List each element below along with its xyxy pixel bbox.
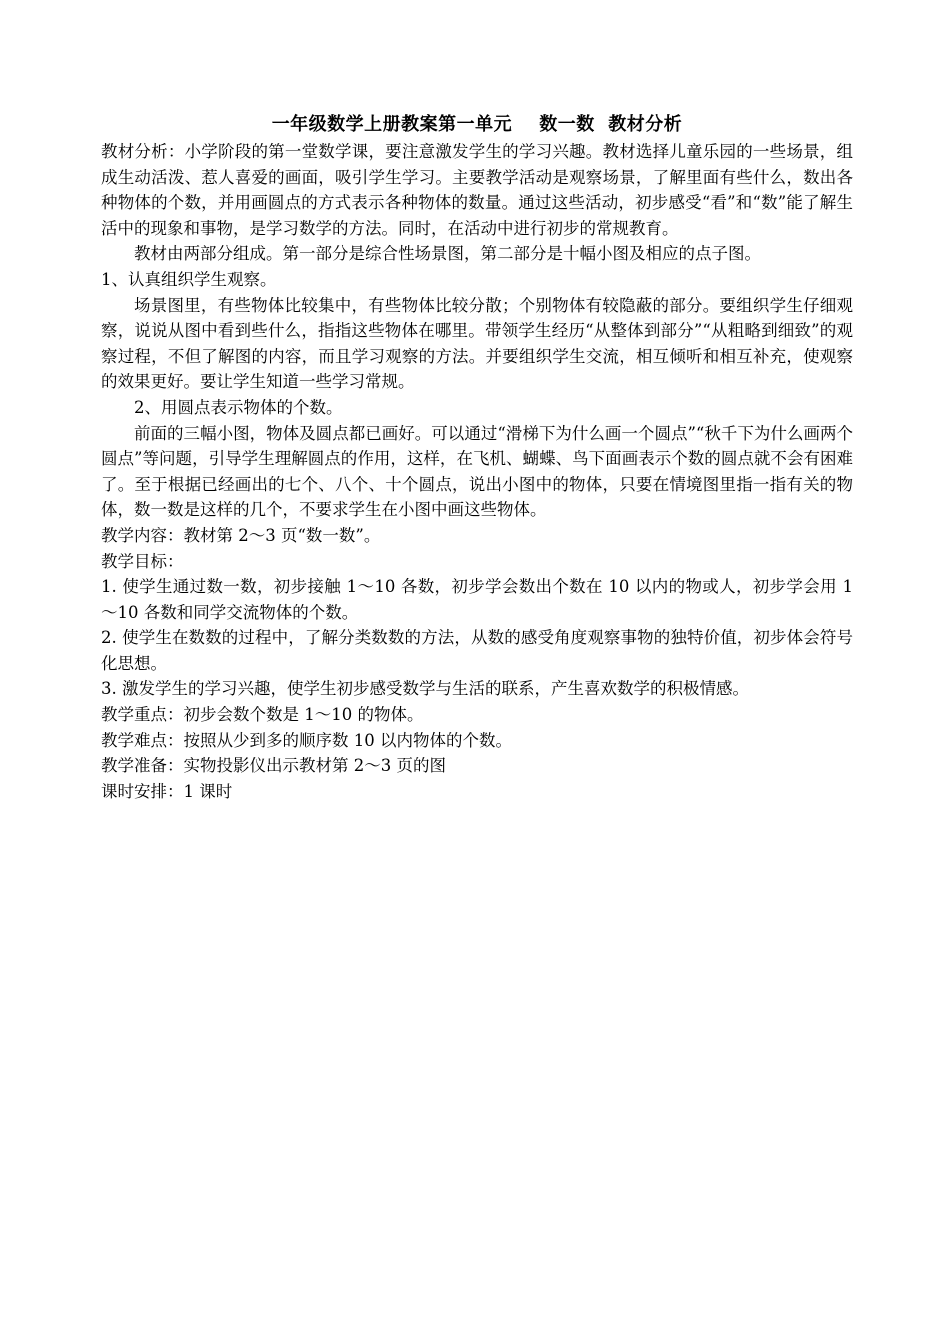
document-title: 一年级数学上册教案第一单元 数一数 教材分析: [271, 114, 683, 135]
section2-body: 前面的三幅小图，物体及圆点都已画好。可以通过“滑梯下为什么画一个圆点”“秋千下为什么画两个圆点”等问题，引导学生理解圆点的作用，这样，在飞机、蝴蝶、鸟下面画表示个数的圆点就不会有困难了。至于根据已经画出的七个、八个、十个圆点，说出小图中的物体，只要在情境图里指一指有关的物体，数一数是这样的几个，不要求学生在小图中画这些物体。: [101, 423, 853, 520]
teaching-goal-item: 2. 使学生在数数的过程中，了解分类数数的方法，从数的感受角度观察事物的独特价值，初步体会符号化思想。: [101, 628, 853, 673]
teaching-preparation: 教学准备：实物投影仪出示教材第 2～3 页的图: [101, 756, 446, 776]
document-body: [101, 111, 853, 804]
teaching-difficulty: 教学难点：按照从少到多的顺序数 10 以内物体的个数。: [101, 730, 512, 750]
composition-paragraph: 教材由两部分组成。第一部分是综合性场景图，第二部分是十幅小图及相应的点子图。: [134, 244, 761, 264]
analysis-paragraph: 教材分析：小学阶段的第一堂数学课，要注意激发学生的学习兴趣。教材选择儿童乐园的一些场景，组成生动活泼、惹人喜爱的画面，吸引学生学习。主要教学活动是观察场景，了解里面有些什么，数出各种物体的个数，并用画圆点的方式表示各种物体的数量。通过这些活动，初步感受“看”和“数”能了解生活中的现象和事物，是学习数学的方法。同时，在活动中进行初步的常规教育。: [101, 142, 853, 238]
section2-heading: 2、用圆点表示物体的个数。: [134, 397, 343, 417]
teaching-goals-list: [101, 574, 853, 702]
teaching-key-point: 教学重点：初步会数个数是 1～10 的物体。: [101, 705, 424, 725]
section1-heading: 1、认真组织学生观察。: [101, 269, 277, 289]
teaching-goal-item: 1. 使学生通过数一数，初步接触 1～10 各数，初步学会数出个数在 10 以内的物或人，初步学会用 1～10 各数和同学交流物体的个数。: [101, 577, 853, 622]
teaching-goal-item: 3. 激发学生的学习兴趣，使学生初步感受数学与生活的联系，产生喜欢数学的积极情感。: [101, 679, 749, 699]
teaching-goals-heading: 教学目标：: [101, 551, 184, 571]
teaching-content: 教学内容：教材第 2～3 页“数一数”。: [101, 525, 381, 545]
section1-body: 场景图里，有些物体比较集中，有些物体比较分散；个别物体有较隐蔽的部分。要组织学生仔细观察，说说从图中看到些什么，指指这些物体在哪里。带领学生经历“从整体到部分”“从粗略到细致”的观察过程，不但了解图的内容，而且学习观察的方法。并要组织学生交流，相互倾听和相互补充，使观察的效果更好。要让学生知道一些学习常规。: [101, 295, 853, 392]
lesson-schedule: 课时安排：1 课时: [101, 781, 233, 801]
